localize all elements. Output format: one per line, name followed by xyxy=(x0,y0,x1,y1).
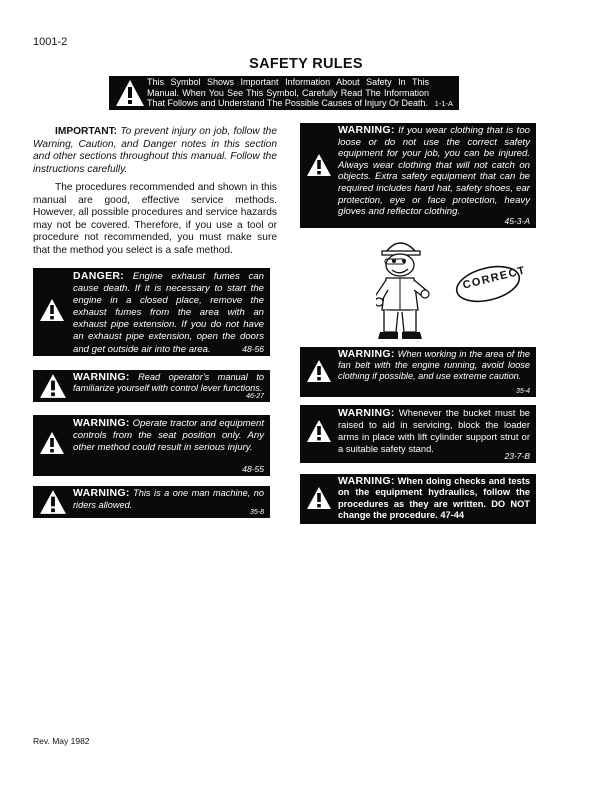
warning-clothing-box xyxy=(300,123,536,228)
warning-text: Operate tractor and equipment controls from the seat position only. Any other method could result in serious injury. xyxy=(73,418,264,454)
warning-ref: 47-44 xyxy=(440,509,465,520)
danger-ref: 48-56 xyxy=(242,344,264,354)
warning-hydraulics-box xyxy=(300,474,536,524)
warning-ref: 46-27 xyxy=(246,393,264,400)
warning-label: WARNING: xyxy=(73,417,130,429)
danger-text: Engine exhaust fumes can cause death. If it is necessary to start the engine in a closed place, remove the exhaust fumes from the area with an exhaust pipe extension. If you do not have an exhaust pipe extension, open the doors and get outside air into the area. xyxy=(73,271,264,355)
important-text: To prevent injury on job, follow the Warning, Caution, and Danger notes in this section and other sections throughout this manual. Follow the instructions carefully. xyxy=(33,126,277,175)
correct-badge-text: CORRECT xyxy=(461,264,528,292)
warning-label: WARNING: xyxy=(338,124,395,136)
warning-triangle-icon xyxy=(39,489,67,515)
safety-symbol-notice xyxy=(109,76,459,110)
page-title: SAFETY RULES xyxy=(249,56,363,72)
warning-triangle-icon xyxy=(306,153,332,177)
warning-text: Whenever the bucket must be raised to aid in servicing, block the loader arms in place with lift cylinder support strut or a suitable safety stand. xyxy=(338,407,531,455)
symbol-notice-ref: 1-1-A xyxy=(434,99,453,108)
warning-bucket-box xyxy=(300,405,536,463)
warning-operate-controls-box xyxy=(33,415,270,476)
warning-label: WARNING: xyxy=(338,348,395,360)
warning-ref: 35-8 xyxy=(249,509,264,516)
revision-date: Rev. May 1982 xyxy=(33,736,90,746)
danger-label: DANGER: xyxy=(73,270,125,282)
warning-label: WARNING: xyxy=(73,487,130,499)
important-label: IMPORTANT: xyxy=(55,126,118,137)
warning-label: WARNING: xyxy=(338,407,395,419)
warning-text: When doing checks and tests on the equipment hydraulics, follow the procedures as they are written. DO NOT change the procedure. xyxy=(338,476,530,520)
warning-label: WARNING: xyxy=(338,475,395,487)
danger-exhaust-box xyxy=(33,268,270,356)
important-note xyxy=(33,126,277,176)
page-number: 1001-2 xyxy=(33,36,68,48)
warning-ref: 23-7-B xyxy=(504,451,530,461)
procedures-text: The procedures recommended and shown in this manual are good, effective service methods. However, all possible procedures and service hazards may not be covered. Therefore, if you use a tool or procedure not recommended, you must make sure that the method you select is a safe method. xyxy=(33,182,277,256)
warning-text: When working in the area of the fan belt with the engine running, avoid loose clothing if possible, and use extreme caution. xyxy=(338,349,530,382)
warning-text: Read operator's manual to familiarize yourself with control lever functions. xyxy=(73,372,264,393)
warning-ref: 48-55 xyxy=(242,464,264,474)
warning-text: If you wear clothing that is too loose or do not use the correct safety equipment for your job, you can be injured. Always wear clothing that will not catch on objects. Extra safety equipment that can be required includes hard hat, safety shoes, ear protection, eye or face protection, heavy gloves and reflector clothing. xyxy=(338,125,531,218)
warning-operator-manual-box xyxy=(33,370,270,402)
warning-triangle-icon xyxy=(39,373,67,399)
warning-text: This is a one man machine, no riders allowed. xyxy=(73,488,264,510)
warning-triangle-icon xyxy=(39,431,65,455)
warning-triangle-icon xyxy=(39,298,65,322)
warning-one-man-box xyxy=(33,486,270,518)
warning-triangle-icon xyxy=(306,419,332,443)
warning-triangle-icon xyxy=(306,359,332,383)
warning-fan-belt-box xyxy=(300,347,536,397)
warning-triangle-icon xyxy=(306,486,332,510)
procedures-paragraph xyxy=(33,182,277,258)
warning-ref: 35-4 xyxy=(515,388,530,395)
warning-triangle-icon xyxy=(115,79,145,107)
symbol-notice-text: This Symbol Shows Important Information About Safety In This Manual. When You See This Symbol, Carefully Read The Information That Follows and Understand The Possible Causes of Injury Or Death. xyxy=(147,77,429,109)
warning-ref: 45-3-A xyxy=(504,216,530,226)
warning-label: WARNING: xyxy=(73,371,130,383)
safety-mascot-illustration xyxy=(376,232,526,344)
